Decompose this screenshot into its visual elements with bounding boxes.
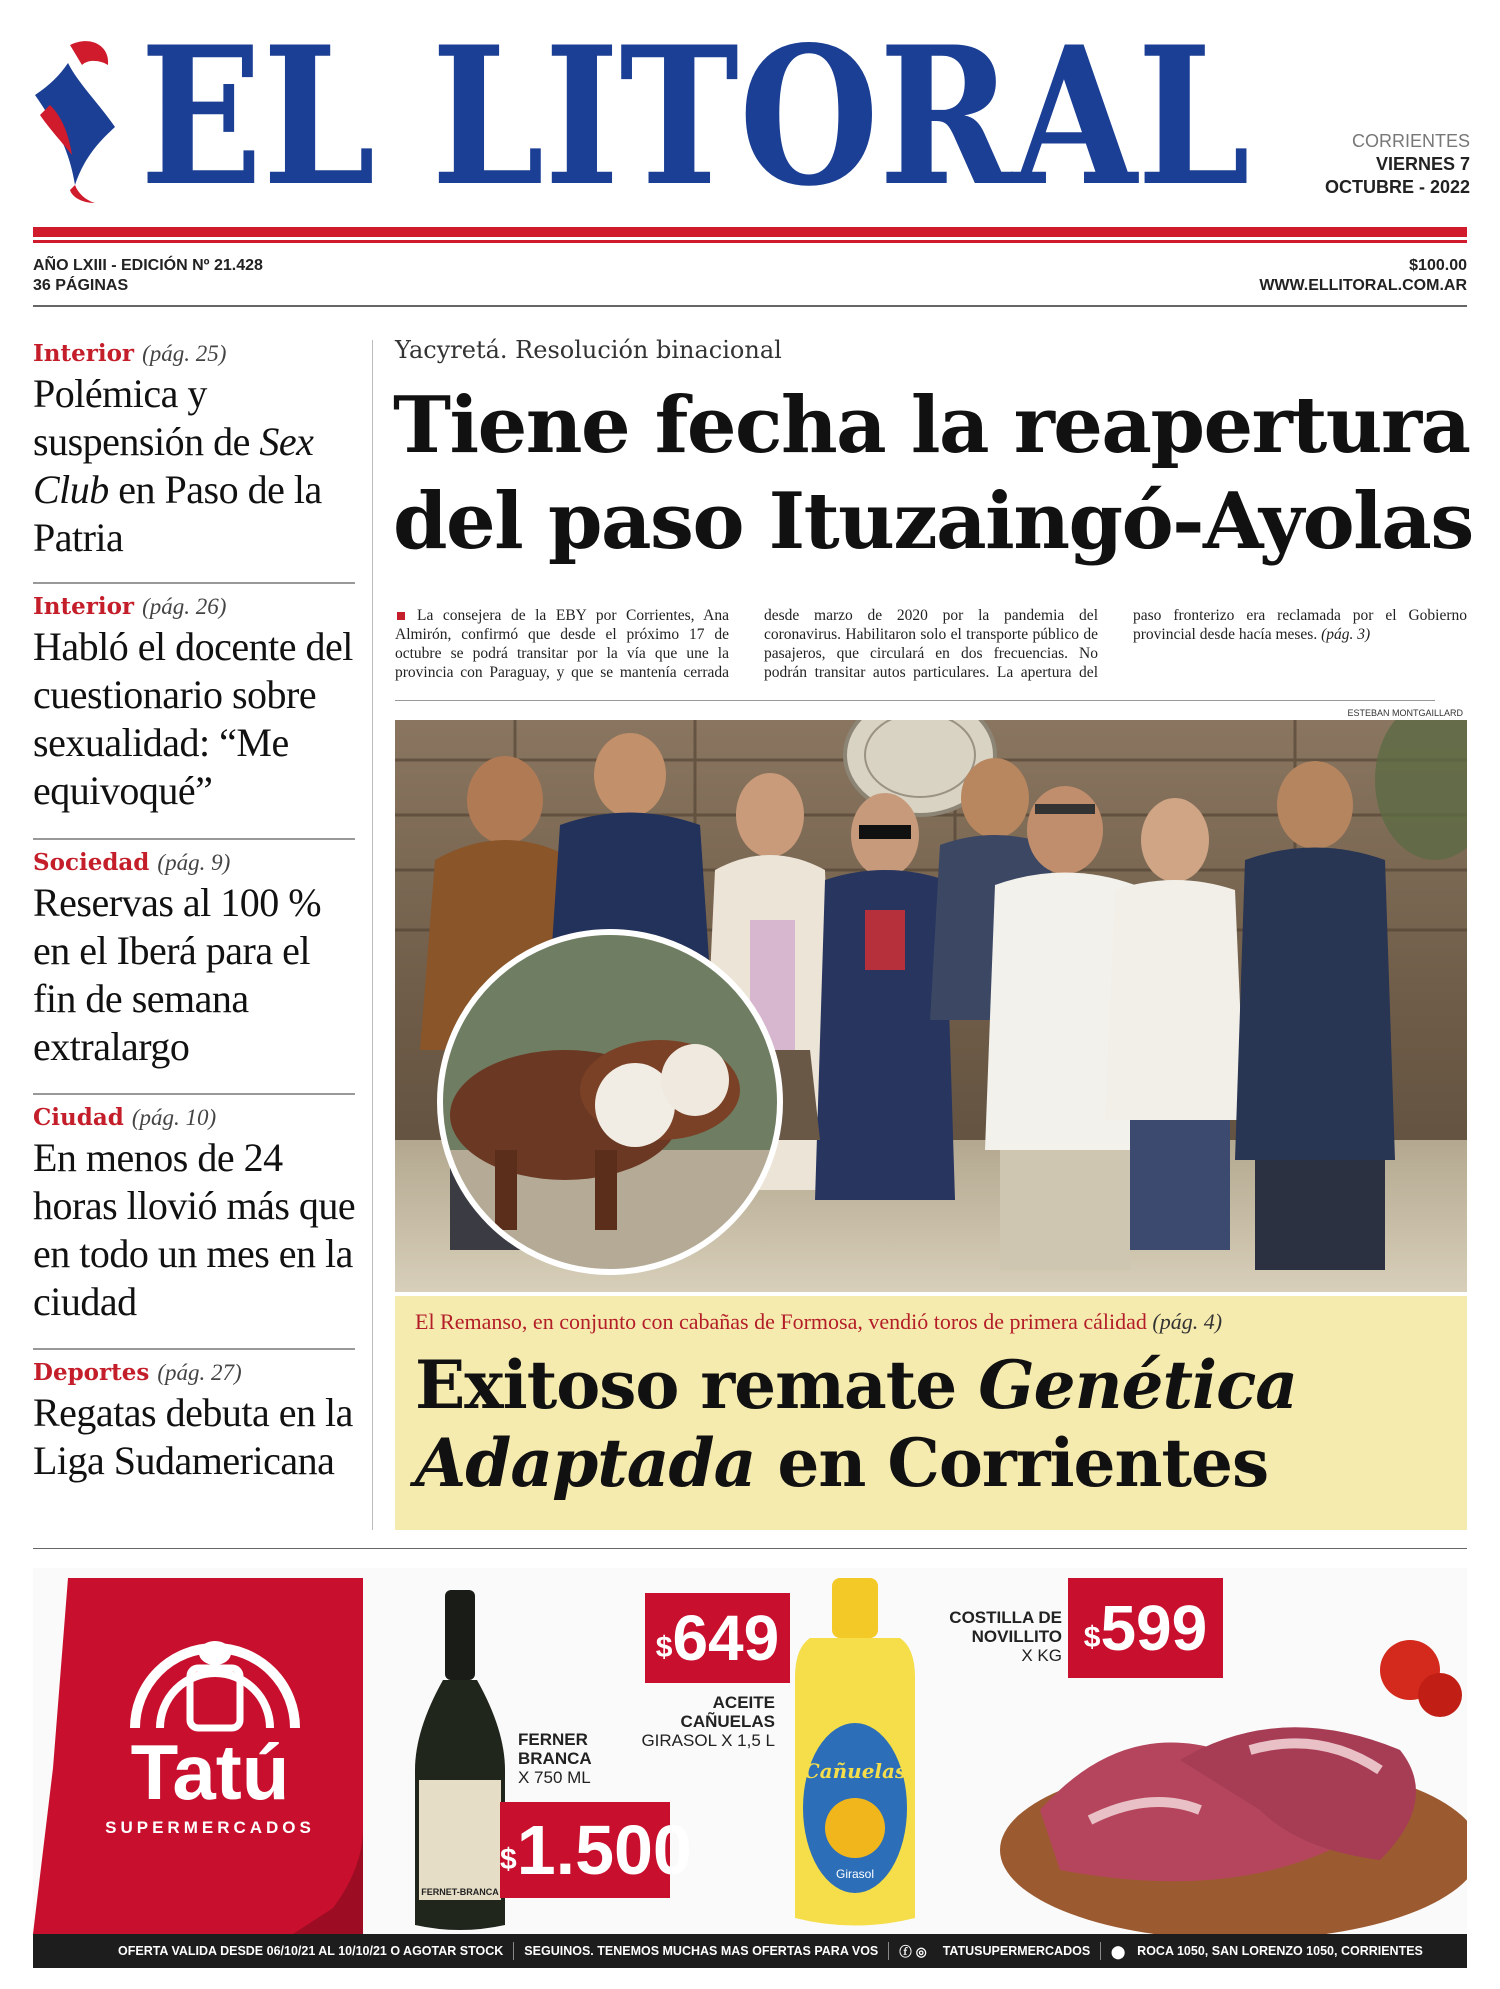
oil-bottle-label: Cañuelas	[803, 1759, 907, 1783]
cover-price: $100.00	[1409, 257, 1467, 274]
product-size: GIRASOL X 1,5 L	[641, 1731, 775, 1750]
fernet-bottle-label: FERNET-BRANCA	[421, 1887, 499, 1897]
oil-product-name	[641, 1693, 775, 1750]
feature-headline-part: en Corrientes	[755, 1424, 1269, 1502]
feature-headline[interactable]	[415, 1346, 1455, 1502]
brief-title	[33, 370, 358, 562]
brief-section	[33, 849, 358, 877]
brief-title: Reservas al 100 % en el Iberá para el fin de semana extralargo	[33, 880, 322, 1069]
meat-price: 599	[1100, 1592, 1208, 1664]
store-address: ROCA 1050, SAN LORENZO 1050, CORRIENTES	[1137, 1944, 1423, 1958]
feature-page-ref: (pág. 4)	[1152, 1309, 1223, 1334]
brief-section	[33, 340, 358, 368]
fernet-price: 1.500	[516, 1811, 692, 1889]
brief-section-name: Deportes	[33, 1359, 150, 1386]
brief-deportes-regatas[interactable]	[33, 1359, 358, 1485]
product-size: X 750 ML	[518, 1768, 591, 1787]
currency-symbol: $	[500, 1843, 517, 1876]
brief-divider	[33, 838, 355, 840]
currency-symbol: $	[655, 1631, 673, 1664]
edition-number: AÑO LXIII - EDICIÓN Nº 21.428	[33, 257, 263, 274]
masthead-info	[1260, 130, 1470, 199]
product-name-line: FERNER	[518, 1730, 588, 1749]
main-story-kicker: Yacyretá. Resolución binacional	[395, 336, 782, 364]
instagram-icon[interactable]: ◎	[915, 1944, 927, 1959]
feature-kicker-text: El Remanso, en conjunto con cabañas de Formosa, vendió toros de primera cálidad	[415, 1309, 1147, 1334]
location-pin-icon: ⬤	[1111, 1944, 1126, 1959]
tatu-brand-sub: SUPERMERCADOS	[105, 1818, 315, 1837]
brief-page-ref: (pág. 26)	[142, 594, 227, 619]
column-divider	[372, 340, 373, 1530]
brief-sociedad-ibera[interactable]	[33, 849, 358, 1071]
feature-headline-italic: Adaptada	[415, 1424, 756, 1502]
facebook-icon[interactable]: ⓕ	[899, 1945, 912, 1959]
main-story-page-ref: (pág. 3)	[1321, 626, 1371, 643]
brief-title-italic: Sex Club	[33, 419, 314, 512]
product-name-line: ACEITE	[712, 1693, 775, 1712]
brief-section-name: Ciudad	[33, 1104, 124, 1131]
brief-page-ref: (pág. 27)	[157, 1360, 242, 1385]
product-name-line: COSTILLA DE	[949, 1608, 1062, 1627]
masthead-date: OCTUBRE - 2022	[1324, 177, 1470, 197]
oil-price: 649	[672, 1602, 780, 1674]
footer-more-offers: SEGUINOS. TENEMOS MUCHAS MAS OFERTAS PARA VOS	[524, 1944, 879, 1958]
product-name-line: NOVILLITO	[971, 1627, 1062, 1646]
header-divider	[33, 305, 1467, 307]
masthead-red-rule-thin	[33, 240, 1467, 243]
body-divider	[395, 700, 1435, 701]
currency-symbol: $	[1083, 1621, 1101, 1654]
fernet-price-tag	[500, 1802, 692, 1898]
masthead-red-rule	[33, 227, 1467, 237]
product-name-line: BRANCA	[518, 1749, 592, 1768]
fernet-bottle-icon	[405, 1590, 515, 1935]
offer-validity: OFERTA VALIDA DESDE 06/10/21 AL 10/10/21 O AGOTAR STOCK	[118, 1944, 504, 1958]
feature-headline-part: Exitoso remate	[415, 1346, 979, 1424]
brief-title: Regatas debuta en la Liga Sudamericana	[33, 1390, 353, 1483]
brief-title: En menos de 24 horas llovió más que en todo un mes en la ciudad	[33, 1135, 356, 1324]
brief-interior-docente[interactable]	[33, 593, 358, 815]
brief-section-name: Interior	[33, 593, 135, 620]
masthead-title-text: EL LITORAL	[140, 18, 1250, 218]
armadillo-logo-icon	[120, 1598, 310, 1738]
brief-section	[33, 1359, 358, 1387]
oil-bottle-sub: Girasol	[835, 1867, 875, 1881]
brief-divider	[33, 582, 355, 584]
masthead-title	[140, 18, 1260, 218]
masthead-city: CORRIENTES	[1351, 131, 1470, 151]
main-story-body	[395, 606, 1467, 682]
masthead-day: VIERNES 7	[1375, 154, 1470, 174]
brief-title: Habló el docente del cuestionario sobre sexualidad: “Me equivoqué”	[33, 624, 353, 813]
brief-title-part: en Paso de la Patria	[33, 467, 322, 560]
brief-section-name: Sociedad	[33, 849, 150, 876]
tatu-brand: Tatú	[130, 1728, 290, 1816]
feature-kicker	[415, 1309, 1222, 1335]
website-link[interactable]: WWW.ELLITORAL.COM.AR	[1259, 277, 1467, 294]
brief-page-ref: (pág. 25)	[142, 341, 227, 366]
page-count: 36 PÁGINAS	[33, 277, 129, 294]
logo-mark-icon	[30, 35, 125, 205]
feature-headline-italic: Genética	[978, 1346, 1298, 1424]
brief-interior-sex-club[interactable]	[33, 340, 358, 562]
brief-page-ref: (pág. 9)	[157, 850, 231, 875]
brief-ciudad-lluvia[interactable]	[33, 1104, 358, 1326]
edition-info	[33, 256, 263, 296]
brief-title-part: Polémica y suspensión de	[33, 371, 260, 464]
meat-board-icon	[1000, 1640, 1467, 1934]
photo-credit: ESTEBAN MONTGAILLARD	[1347, 708, 1463, 718]
main-story-body-text: La consejera de la EBY por Corrientes, Ana Almirón, confirmó que desde el próximo 17 de octubre se podrá transitar por la vía que une la provincia con Paraguay, y que se mantenía cerrada desde marzo de 2020 por la pandemia del coronavirus. Habilitaron solo el transporte público de pasajeros, que circulará en dos frecuencias. No podrán transitar autos particulares. La apertura del paso fronterizo era reclamada por el Gobierno provincial desde hacía meses.	[395, 607, 1467, 681]
brief-section-name: Interior	[33, 340, 135, 367]
oil-price-tag	[645, 1593, 790, 1683]
bullet-icon	[397, 612, 405, 620]
ad-footer	[33, 1934, 1467, 1968]
product-size: X KG	[1021, 1646, 1062, 1665]
brief-section	[33, 1104, 358, 1132]
brief-section	[33, 593, 358, 621]
social-handle[interactable]: TATUSUPERMERCADOS	[942, 1944, 1091, 1958]
brief-divider	[33, 1093, 355, 1095]
auction-group-photo[interactable]	[395, 720, 1467, 1292]
price-info	[1259, 256, 1467, 296]
oil-bottle-icon	[790, 1578, 920, 1933]
fernet-product-name	[518, 1730, 592, 1787]
main-story-headline[interactable]: Tiene fecha la reapertura del paso Ituzaingó-Ayolas	[393, 380, 1473, 567]
brief-page-ref: (pág. 10)	[131, 1105, 217, 1130]
ad-divider	[33, 1548, 1467, 1549]
brief-divider	[33, 1348, 355, 1350]
product-name-line: CAÑUELAS	[680, 1712, 775, 1731]
